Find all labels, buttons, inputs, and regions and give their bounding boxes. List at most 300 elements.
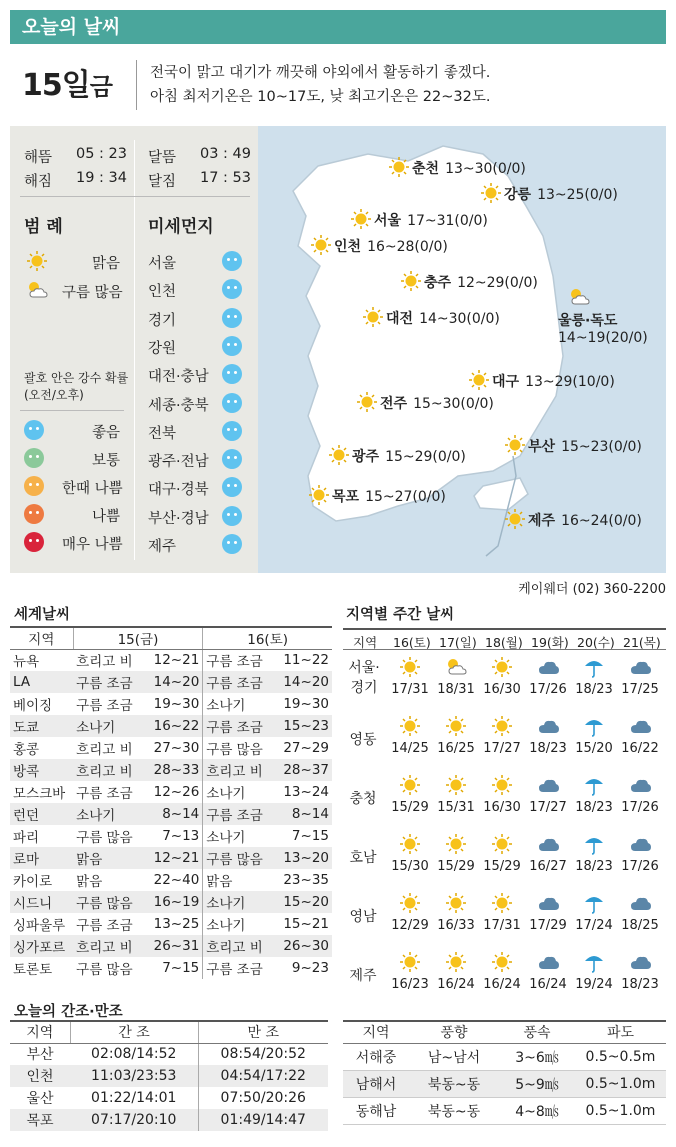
sun-icon: [328, 444, 350, 466]
good-face-icon: [24, 420, 44, 440]
sunset-label: 해짐: [24, 174, 53, 190]
sun-icon: [445, 951, 467, 973]
world-table: [10, 626, 332, 979]
world-cell: 파리: [13, 830, 40, 846]
world-cell: 7~13: [151, 825, 203, 847]
map-city-rain: (0/0): [608, 513, 642, 529]
world-title: 세계날씨: [14, 607, 71, 623]
weekly-temp: 17/25: [621, 682, 659, 697]
cloud-icon: [629, 833, 651, 855]
sun-icon: [491, 715, 513, 737]
sun-icon: [445, 715, 467, 737]
dust-region: 강원: [148, 340, 177, 357]
moonset-label: 달짐: [148, 174, 177, 190]
sun-icon: [445, 892, 467, 914]
weekly-head-region: 지역: [353, 635, 378, 650]
table-row: [10, 913, 332, 935]
world-cell: 흐리고 비: [203, 759, 281, 781]
table-row: [10, 649, 332, 671]
world-cell: 소나기: [206, 786, 246, 802]
good-face-icon: [222, 449, 242, 469]
map-city-temp: 14~30: [419, 311, 467, 327]
dust-region: 대전·충남: [148, 369, 209, 386]
world-cell: 13~20: [280, 847, 332, 869]
sun-icon: [400, 270, 422, 292]
level-bad: 나쁨: [92, 509, 121, 525]
moonrise-time: 03 : 49: [200, 146, 252, 162]
sun-icon: [388, 156, 410, 178]
weekly-head-d6: 21(목): [623, 635, 661, 650]
world-cell: 뉴욕: [13, 654, 40, 671]
dust-region: 서울: [148, 256, 177, 272]
world-cell: 28~37: [280, 759, 332, 781]
sea-head-region: 지역: [343, 1021, 409, 1043]
partly-cloudy-icon: [445, 656, 467, 678]
weekly-temp: 16/23: [391, 977, 429, 992]
map-city-temp: 15~27: [365, 489, 413, 505]
legend-hline: [20, 410, 124, 411]
map-city: [374, 210, 488, 230]
weekly-temp: 12/29: [391, 918, 429, 933]
weekly-head-d3: 18(월): [485, 635, 523, 650]
good-face-icon: [222, 336, 242, 356]
map-city: [528, 436, 642, 456]
sea-head-speed: 풍속: [499, 1021, 575, 1043]
world-cell: 구름 많음: [76, 830, 133, 846]
map-city-name: 전주: [380, 396, 408, 412]
weekly-temp: 18/23: [621, 977, 659, 992]
weekly-temp: 16/24: [483, 977, 521, 992]
table-row: [10, 869, 332, 891]
dust-region: 부산·경남: [148, 510, 209, 527]
weekly-region: 영남: [349, 909, 377, 925]
map-city-temp: 15~29: [385, 449, 433, 465]
world-cell: 구름 조금: [203, 803, 281, 825]
map-city-name: 충주: [424, 275, 452, 291]
map-city-temp: 17~31: [407, 213, 455, 229]
sun-icon: [399, 715, 421, 737]
world-cell: 소나기: [73, 715, 150, 737]
world-cell: 구름 많음: [206, 742, 263, 758]
summary: [150, 61, 490, 109]
sea-cell: 0.5~1.0m: [575, 1097, 666, 1124]
level-very-bad: 매우 나쁨: [62, 537, 123, 553]
sea-cell: 서해중: [343, 1043, 409, 1070]
weekly-temp: 17/29: [529, 918, 567, 933]
table-row: [10, 957, 332, 979]
table-row: [10, 737, 332, 759]
world-cell: 구름 조금: [76, 698, 133, 714]
sun-icon: [399, 833, 421, 855]
world-cell: 흐리고 비: [73, 935, 150, 957]
world-cell: 13~25: [151, 913, 203, 935]
sea-cell: 북동~동: [409, 1097, 499, 1124]
tide-cell: 목포: [10, 1109, 70, 1131]
panel-divider: [134, 140, 135, 560]
weekly-temp: 15/29: [391, 800, 429, 815]
panel-hline: [20, 196, 250, 197]
world-cell: 흐리고 비: [76, 742, 133, 758]
tide-cell: 04:54/17:22: [198, 1065, 328, 1087]
sunrise-label: 해뜸: [24, 150, 53, 166]
summary-line2: 아침 최저기온은 10~17도, 낮 최고기온은 22~32도.: [150, 89, 491, 105]
map-city-temp: 14~19: [558, 330, 606, 346]
weekly-temp: 17/26: [621, 859, 659, 874]
tide-head-low: 간 조: [70, 1021, 198, 1043]
sun-icon: [491, 774, 513, 796]
sun-icon: [399, 774, 421, 796]
sun-icon: [362, 306, 384, 328]
world-cell: 16~19: [151, 891, 203, 913]
weekly-temp: 18/23: [529, 741, 567, 756]
world-cell: 구름 조금: [73, 671, 150, 693]
weekly-temp: 16/30: [483, 800, 521, 815]
world-cell: 12~21: [151, 649, 203, 671]
world-cell: 28~33: [151, 759, 203, 781]
world-head-region: 지역: [10, 627, 73, 649]
cloud-icon: [629, 774, 651, 796]
map-city-temp: 16~24: [561, 513, 609, 529]
cloud-icon: [537, 715, 559, 737]
level-temp-bad: 한때 나쁨: [62, 481, 123, 497]
world-cell: 싱가포르: [10, 935, 73, 957]
tide-table: [10, 1020, 328, 1131]
very-bad-face-icon: [24, 532, 44, 552]
weekly-head-d4: 19(화): [531, 635, 569, 650]
sea-cell: 3~6㎧: [499, 1043, 575, 1070]
world-cell: 베이징: [13, 698, 53, 714]
dust-region: 제주: [148, 539, 177, 555]
sun-icon: [491, 892, 513, 914]
date-day: 15일: [22, 68, 90, 103]
tide-cell: 부산: [26, 1047, 54, 1064]
weekly-temp: 18/31: [437, 682, 475, 697]
world-cell: 로마: [10, 847, 73, 869]
map-city: [412, 158, 526, 178]
sea-table: [343, 1020, 666, 1125]
weekly-temp: 16/30: [483, 682, 521, 697]
map-city-rain: (0/0): [466, 311, 500, 327]
map-city-temp: 13~25: [537, 187, 585, 203]
umbrella-icon: [583, 715, 605, 737]
sun-icon: [445, 833, 467, 855]
moonrise-label: 달뜸: [148, 150, 177, 166]
legend-clear: 맑음: [92, 256, 121, 272]
world-cell: 소나기: [206, 918, 246, 934]
map-city-rain: (20/0): [605, 330, 648, 346]
legend-note: [24, 370, 128, 404]
map-city-rain: (0/0): [492, 161, 526, 177]
table-row: [10, 847, 332, 869]
tide-cell: 07:17/20:10: [70, 1109, 198, 1131]
world-cell: 구름 많음: [73, 891, 150, 913]
world-cell: 19~30: [283, 696, 329, 712]
good-face-icon: [222, 251, 242, 271]
weekly-temp: 17/31: [391, 682, 429, 697]
sun-icon: [491, 833, 513, 855]
map-city-rain: (0/0): [504, 275, 538, 291]
cloud-icon: [537, 774, 559, 796]
legend-note-line1: 괄호 안은 강수 확률: [24, 371, 129, 385]
map-city-name: 대구: [492, 374, 520, 390]
weekly-region: 제주: [349, 968, 377, 984]
weekly-temp: 16/33: [437, 918, 475, 933]
sea-cell: 남해서: [343, 1070, 409, 1097]
world-cell: 14~20: [280, 671, 332, 693]
map-city-rain: (0/0): [454, 213, 488, 229]
world-cell: 흐리고 비: [73, 759, 150, 781]
weekly-temp: 16/24: [529, 977, 567, 992]
weekly-temp: 15/31: [437, 800, 475, 815]
map-city-rain: (0/0): [584, 187, 618, 203]
page-header: 오늘의 날씨: [10, 10, 666, 44]
level-good: 좋음: [92, 425, 121, 441]
sun-icon: [399, 951, 421, 973]
dust-region: 인천: [148, 284, 177, 301]
map-city: [424, 272, 538, 292]
map-city-temp: 13~29: [525, 374, 573, 390]
map-city: [528, 510, 642, 530]
partly-cloudy-icon: [26, 279, 48, 301]
world-cell: LA: [10, 671, 73, 693]
map-city: [380, 393, 494, 413]
world-cell: 15~21: [283, 916, 329, 932]
sun-icon: [308, 484, 330, 506]
world-cell: 15~23: [280, 715, 332, 737]
world-cell: 26~31: [151, 935, 203, 957]
sun-icon: [399, 892, 421, 914]
map-city-name: 목포: [332, 489, 360, 505]
sea-cell: 5~9㎧: [499, 1070, 575, 1097]
table-row: [10, 715, 332, 737]
weekly-temp: 15/20: [575, 741, 613, 756]
map-city: [492, 371, 615, 391]
map-city: [334, 236, 448, 256]
world-cell: 싱파울루: [13, 918, 66, 934]
world-cell: 14~20: [151, 671, 203, 693]
weekly-temp: 17/31: [483, 918, 521, 933]
sea-cell: 0.5~0.5m: [575, 1043, 666, 1070]
world-cell: 27~29: [283, 740, 329, 756]
tide-title: 오늘의 간조·만조: [14, 1004, 123, 1020]
tide-head-high: 만 조: [198, 1021, 328, 1043]
cloud-icon: [537, 833, 559, 855]
weekly-temp: 17/26: [621, 800, 659, 815]
table-row: [10, 825, 332, 847]
map-city-rain: (10/0): [572, 374, 615, 390]
weekly-head-d1: 16(토): [393, 635, 431, 650]
weekly-temp: 16/25: [437, 741, 475, 756]
world-cell: 방콕: [10, 759, 73, 781]
tide-cell: 08:54/20:52: [220, 1046, 306, 1063]
cloud-icon: [629, 656, 651, 678]
world-cell: 16~22: [151, 715, 203, 737]
world-head-day2: 16(토): [203, 627, 332, 649]
table-row: [10, 671, 332, 693]
world-cell: 7~15: [291, 828, 329, 844]
moonset-time: 17 : 53: [200, 170, 252, 186]
sun-icon: [350, 208, 372, 230]
table-row: [10, 803, 332, 825]
sun-icon: [504, 508, 526, 530]
world-cell: 8~14: [280, 803, 332, 825]
cloud-icon: [537, 892, 559, 914]
weekly-temp: 17/27: [483, 741, 521, 756]
bad-face-icon: [24, 504, 44, 524]
weekly-temp: 15/29: [483, 859, 521, 874]
umbrella-icon: [583, 951, 605, 973]
tide-cell: 울산: [26, 1091, 54, 1107]
table-row: [10, 935, 332, 957]
weekly-header: [343, 628, 666, 650]
map-city-rain: (0/0): [432, 449, 466, 465]
table-row: [10, 1065, 328, 1087]
world-cell: 카이로: [13, 874, 53, 890]
weekly-temp: 17/26: [529, 682, 567, 697]
tide-cell: 01:49/14:47: [198, 1109, 328, 1131]
sun-icon: [310, 234, 332, 256]
dust-region: 광주·전남: [148, 454, 209, 471]
umbrella-icon: [583, 774, 605, 796]
map-city: [352, 446, 466, 466]
world-cell: 구름 조금: [203, 715, 281, 737]
map-city-name: 서울: [374, 213, 402, 229]
sea-cell: 북동~동: [409, 1070, 499, 1097]
world-cell: 런던: [10, 803, 73, 825]
weekly-temp: 15/29: [437, 859, 475, 874]
sun-icon: [491, 656, 513, 678]
good-face-icon: [222, 421, 242, 441]
date-weekday: 금: [89, 73, 112, 101]
map-city-temp: 13~30: [445, 161, 493, 177]
umbrella-icon: [583, 833, 605, 855]
cloud-icon: [629, 951, 651, 973]
world-cell: 홍콩: [13, 742, 40, 758]
tide-head-region: 지역: [10, 1021, 70, 1043]
map-city-temp: 15~23: [561, 439, 609, 455]
world-cell: 구름 조금: [206, 654, 263, 671]
weekly-region: 서울·경기: [348, 660, 380, 696]
weekly-temp: 17/27: [529, 800, 567, 815]
world-cell: 구름 조금: [76, 786, 133, 802]
weekly-temp: 16/27: [529, 859, 567, 874]
world-cell: 9~23: [291, 960, 329, 976]
dust-region: 경기: [148, 312, 177, 329]
world-cell: 구름 조금: [76, 918, 133, 934]
divider: [136, 60, 137, 110]
sea-head-dir: 풍향: [409, 1021, 499, 1043]
map-city: [386, 308, 500, 328]
partly-cloudy-icon: [568, 286, 590, 308]
legend-note-line2: (오전/오후): [24, 388, 84, 402]
good-face-icon: [222, 308, 242, 328]
sunrise-time: 05 : 23: [76, 146, 128, 162]
cloud-icon: [537, 951, 559, 973]
world-cell: 구름 조금: [206, 962, 263, 978]
map-city-temp: 15~30: [413, 396, 461, 412]
world-cell: 11~22: [283, 652, 329, 669]
world-cell: 12~21: [151, 847, 203, 869]
world-cell: 15~20: [280, 891, 332, 913]
map-city-rain: (0/0): [608, 439, 642, 455]
weekly-temp: 18/23: [575, 800, 613, 815]
world-cell: 12~26: [151, 781, 203, 803]
world-cell: 도쿄: [10, 715, 73, 737]
legend-cloudy: 구름 많음: [62, 285, 123, 301]
map-city-name: 인천: [334, 239, 362, 255]
sun-icon: [504, 434, 526, 456]
sun-icon: [491, 951, 513, 973]
sea-cell: 동해남: [343, 1097, 409, 1124]
weekly-title: 지역별 주간 날씨: [346, 607, 455, 623]
table-row: [10, 759, 332, 781]
world-cell: 흐리고 비: [76, 654, 133, 671]
weekly-temp: 14/25: [391, 741, 429, 756]
world-cell: 19~30: [151, 693, 203, 715]
map-city-name: 춘천: [412, 161, 440, 177]
dust-region: 세종·충북: [148, 397, 209, 414]
world-cell: 26~30: [280, 935, 332, 957]
map-city-name: 울릉·독도: [558, 313, 618, 329]
dust-region: 대구·경북: [148, 482, 209, 499]
weekly-temp: 18/23: [575, 682, 613, 697]
map-city-rain: (0/0): [460, 396, 494, 412]
world-cell: 맑음: [73, 847, 150, 869]
umbrella-icon: [583, 892, 605, 914]
world-cell: 8~14: [151, 803, 203, 825]
legend-title: 범 례: [24, 217, 63, 237]
tide-cell: 07:50/20:26: [220, 1090, 306, 1106]
umbrella-icon: [583, 656, 605, 678]
table-row: [343, 1070, 666, 1097]
weekly-region: 영동: [349, 732, 377, 748]
weekly-temp: 16/24: [437, 977, 475, 992]
good-face-icon: [222, 393, 242, 413]
world-cell: 맑음: [206, 874, 233, 890]
map-city-name: 광주: [352, 449, 380, 465]
world-cell: 27~30: [151, 737, 203, 759]
map-city: [558, 310, 648, 346]
weekly-head-d5: 20(수): [577, 635, 615, 650]
weekly-temp: 16/22: [621, 741, 659, 756]
sea-cell: 4~8㎧: [499, 1097, 575, 1124]
map-city: [504, 184, 618, 204]
weekly-temp: 18/23: [575, 859, 613, 874]
world-cell: 모스크바: [13, 786, 66, 802]
level-normal: 보통: [92, 453, 121, 469]
world-cell: 소나기: [206, 698, 246, 714]
weekly-head-d2: 17(일): [439, 635, 477, 650]
sun-icon: [356, 391, 378, 413]
map-city-temp: 16~28: [367, 239, 415, 255]
sea-head-wave: 파도: [575, 1021, 666, 1043]
map-city-name: 부산: [528, 439, 556, 455]
weekly-temp: 18/25: [621, 918, 659, 933]
dust-title: 미세먼지: [148, 217, 214, 237]
cloud-icon: [629, 892, 651, 914]
table-row: [343, 1043, 666, 1070]
normal-face-icon: [24, 448, 44, 468]
table-row: [10, 1087, 328, 1109]
world-cell: 흐리고 비: [203, 935, 281, 957]
world-cell: 22~40: [151, 869, 203, 891]
sun-icon: [468, 369, 490, 391]
map-city: [332, 486, 446, 506]
table-row: [10, 693, 332, 715]
map-city-temp: 12~29: [457, 275, 505, 291]
world-cell: 토론토: [13, 962, 53, 978]
tide-cell: 01:22/14:01: [70, 1087, 198, 1109]
